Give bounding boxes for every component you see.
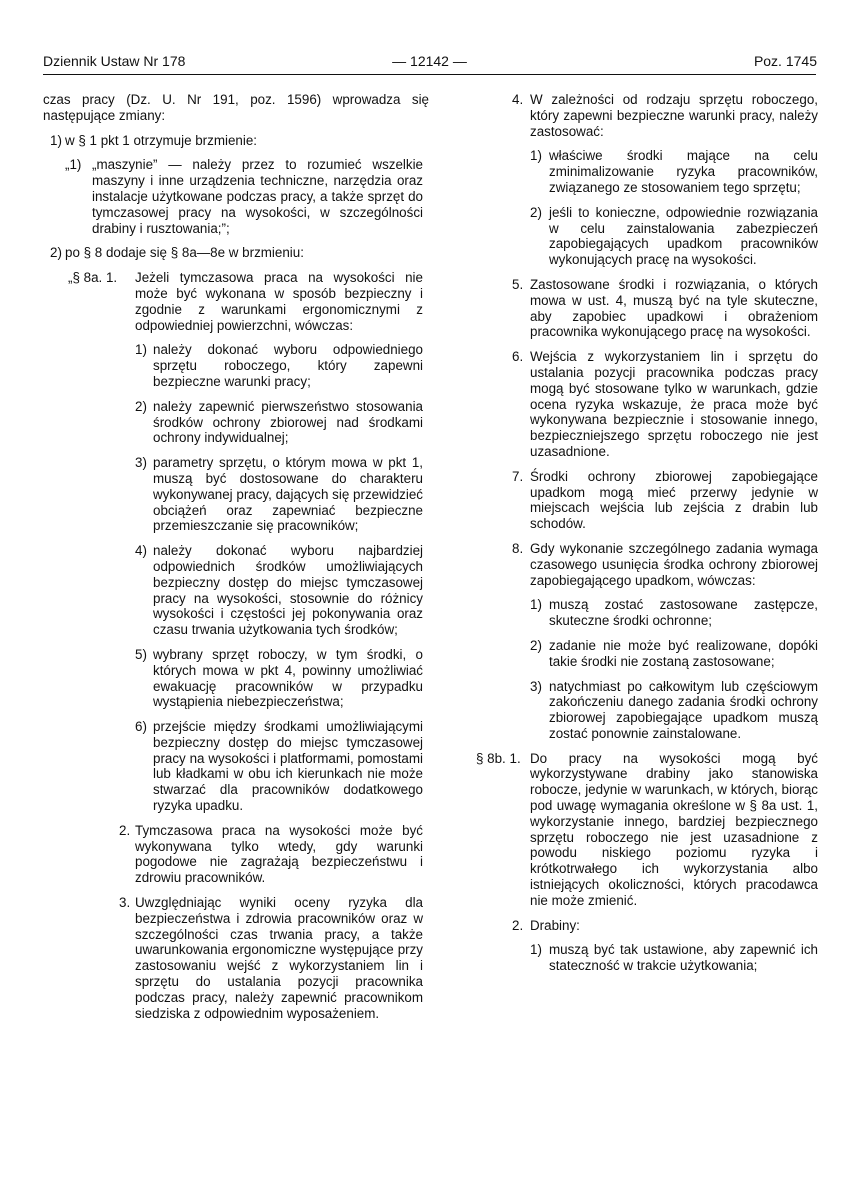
s8a-point-1-text: należy dokonać wyboru odpowiedniego sprzętu roboczego, który zapewni bezpieczne warunki pracy;: [153, 342, 423, 389]
p4-point-2-number: 2): [530, 204, 542, 220]
s8a-point-6: [43, 719, 429, 814]
change-1-number: 1): [50, 132, 62, 148]
section-8a-5-number: 5.: [512, 276, 524, 292]
s8a-point-3-number: 3): [135, 455, 147, 471]
section-8a-2-number: 2.: [119, 822, 131, 838]
change-1-quote: [43, 157, 429, 236]
p4-point-2: [476, 205, 818, 268]
section-8a-8: [476, 541, 818, 588]
section-8a-3-number: 3.: [119, 895, 131, 911]
s8a-point-6-text: przejście między środkami umożliwiającymi bezpieczny dostęp do miejsc tymczasowej pracy na wysokości i platformami, pomostami lub kładkami w obu ich kierunkach nie może stwarzać dla pracowników dodatkowego ryzyka upadku.: [153, 719, 423, 814]
p8-point-2-number: 2): [530, 637, 542, 653]
section-8a-6-number: 6.: [512, 349, 524, 365]
change-1-quote-number: „1): [65, 157, 82, 173]
section-8a-1: [43, 270, 429, 333]
section-8a-6-text: Wejścia z wykorzystaniem lin i sprzętu do ustalania pozycji pracownika podczas pracy mogą być stosowane tylko w warunkach, gdzie ocena ryzyka wskazuje, że praca może być wykonywana bezpiecznie i stosowanie innego, bezpieczniejszego sprzętu roboczego nie jest uzasadnione.: [530, 349, 818, 459]
section-8b-2-number: 2.: [512, 917, 524, 933]
s8b-2-point-1: [476, 942, 818, 974]
section-8a-6: [476, 349, 818, 460]
s8a-point-2: [43, 399, 429, 446]
intro-text: czas pracy (Dz. U. Nr 191, poz. 1596) wprowadza się następujące zmiany:: [43, 92, 429, 123]
p8-point-3-number: 3): [530, 678, 542, 694]
position-number: Poz. 1745: [753, 53, 817, 69]
journal-title: Dziennik Ustaw Nr 178: [43, 53, 186, 69]
p8-point-1-text: muszą zostać zastosowane zastępcze, skuteczne środki ochronne;: [549, 597, 818, 629]
section-8a-8-text: Gdy wykonanie szczególnego zadania wymaga czasowego usunięcia środka ochrony zbiorowej zapobiegającego upadkom, wówczas:: [530, 540, 818, 588]
section-8a-4-number: 4.: [512, 92, 524, 107]
p8-point-1: [476, 597, 818, 629]
section-8a-3-text: Uwzględniając wyniki oceny ryzyka dla bezpieczeństwa i zdrowia pracowników oraz w szczególności czas trwania pracy, a także uwarunkowania ergonomiczne występujące przy zastosowaniu wejść z wykorzystaniem lin i sprzętu do ustalania pozycji pracownika podczas pracy, należy zapewnić pracownikom siedziska z odpowiednim wyposażeniem.: [135, 895, 423, 1021]
section-8a-3: [43, 895, 429, 1021]
s8a-point-2-text: należy zapewnić pierwszeństwo stosowania środków ochrony zbiorowej nad środkami ochrony indywidualnej;: [153, 398, 423, 446]
s8a-point-4-text: należy dokonać wyboru najbardziej odpowiednich środków umożliwiających bezpieczny dostęp do miejsc tymczasowej pracy na wysokości, stosownie do różnicy wysokości i częstości jej pokonywania oraz czasu trwania użytkowania tych środków;: [153, 543, 423, 638]
s8a-point-5: [43, 647, 429, 710]
s8a-point-4: [43, 543, 429, 638]
p8-point-1-number: 1): [530, 597, 542, 613]
s8a-point-4-number: 4): [135, 543, 147, 559]
section-8a-7: [476, 469, 818, 532]
section-8a-4: [476, 92, 818, 139]
s8a-point-5-text: wybrany sprzęt roboczy, w tym środki, o których mowa w pkt 4, powinny umożliwiać ewakuację pracowników w przypadku wystąpienia niebezpieczeństwa;: [153, 646, 423, 710]
s8a-point-1: [43, 342, 429, 389]
page-number: — 12142 —: [392, 53, 467, 69]
change-2-number: 2): [50, 245, 62, 261]
s8b-2-point-1-number: 1): [530, 942, 542, 958]
s8a-point-5-number: 5): [135, 646, 147, 662]
section-8a-2-text: Tymczasowa praca na wysokości może być wykonywana tylko wtedy, gdy warunki pogodowe nie zagrażają bezpieczeństwu i zdrowiu pracowników.: [135, 822, 423, 886]
change-2-text: po § 8 dodaje się § 8a—8e w brzmieniu:: [65, 245, 304, 261]
s8b-2-point-1-text: muszą być tak ustawione, aby zapewnić ich stateczność w trakcie użytkowania;: [549, 942, 818, 974]
p4-point-2-text: jeśli to konieczne, odpowiednie rozwiązania w celu zainstalowania zabezpieczeń zapobiegających upadkom pracowników wykonujących pracę na wysokości.: [549, 204, 818, 268]
right-column: [476, 92, 818, 983]
p4-point-1-number: 1): [530, 148, 542, 164]
p8-point-2-text: zadanie nie może być realizowane, dopóki takie środki nie zostaną zastosowane;: [549, 637, 818, 669]
section-8b-2: [476, 918, 818, 934]
section-8a-8-number: 8.: [512, 540, 524, 556]
section-8a-7-text: Środki ochrony zbiorowej zapobiegające upadkom mogą mieć przerwy jedynie w miejscach wejścia lub zejścia z drabin lub schodów.: [530, 468, 818, 532]
left-column: [43, 92, 429, 1030]
section-8a-7-number: 7.: [512, 468, 524, 484]
section-8b-1: [476, 751, 818, 909]
p8-point-3-text: natychmiast po całkowitym lub częściowym zakończeniu danego zadania środki ochrony zbiorowej zapobiegające upadkom muszą zostać ponownie zainstalowane.: [549, 678, 818, 741]
section-8a-2: [43, 823, 429, 886]
section-8b-label: § 8b. 1.: [476, 750, 521, 766]
change-1-quote-text: „maszynie” — należy przez to rozumieć wszelkie maszyny i inne urządzenia techniczne, narzędzia oraz instalacje użytkowane podczas pracy, a także sprzęt do tymczasowej pracy na wysokości, w szczególności drabiny i rusztowania;”;: [92, 157, 423, 236]
p8-point-3: [476, 679, 818, 742]
p4-point-1: [476, 148, 818, 195]
intro-paragraph: [43, 92, 429, 124]
section-8a-label: „§ 8a. 1.: [68, 270, 118, 286]
section-8b-1-text: Do pracy na wysokości mogą być wykorzystywane drabiny jako stanowiska robocze, jedynie w warunkach, w których, biorąc pod uwagę wymagania określone w § 8a ust. 1, wykorzystanie innego, bardziej bezpiecznego sprzętu roboczego nie jest uzasadnione z powodu niskiego poziomu ryzyka i krótkotrwałego ich wykorzystania albo istniejących okoliczności, których pracodawca nie może zmienić.: [530, 750, 818, 908]
s8a-point-1-number: 1): [135, 342, 147, 358]
change-1: [43, 133, 429, 149]
section-8a-5-text: Zastosowane środki i rozwiązania, o których mowa w ust. 4, muszą być na tyle skuteczne, aby zapobiec upadkowi i obrażeniom pracownika wykonującego pracę na wysokości.: [530, 276, 818, 340]
s8a-point-3: [43, 455, 429, 534]
section-8b-2-text: Drabiny:: [530, 917, 580, 933]
change-1-text: w § 1 pkt 1 otrzymuje brzmienie:: [65, 132, 258, 148]
header-rule: [43, 74, 816, 75]
p4-point-1-text: właściwe środki mające na celu zminimalizowanie ryzyka pracowników, związanego ze stosowaniem tego sprzętu;: [549, 148, 818, 195]
section-8a-1-text: Jeżeli tymczasowa praca na wysokości nie może być wykonana w sposób bezpieczny i zgodnie z warunkami ergonomicznymi z odpowiedniej powierzchni, wówczas:: [135, 270, 423, 333]
s8a-point-2-number: 2): [135, 398, 147, 414]
s8a-point-6-number: 6): [135, 719, 147, 735]
s8a-point-3-text: parametry sprzętu, o którym mowa w pkt 1, muszą być dostosowane do charakteru wykonywanej pracy, dających się przewidzieć obciążeń oraz zapewniać bezpieczne przemieszczanie się pracowników;: [153, 455, 423, 534]
p8-point-2: [476, 638, 818, 670]
section-8a-4-text: W zależności od rodzaju sprzętu roboczego, który zapewni bezpieczne warunki pracy, należy zastosować:: [530, 92, 818, 139]
section-8a-5: [476, 277, 818, 340]
change-2: [43, 245, 429, 261]
